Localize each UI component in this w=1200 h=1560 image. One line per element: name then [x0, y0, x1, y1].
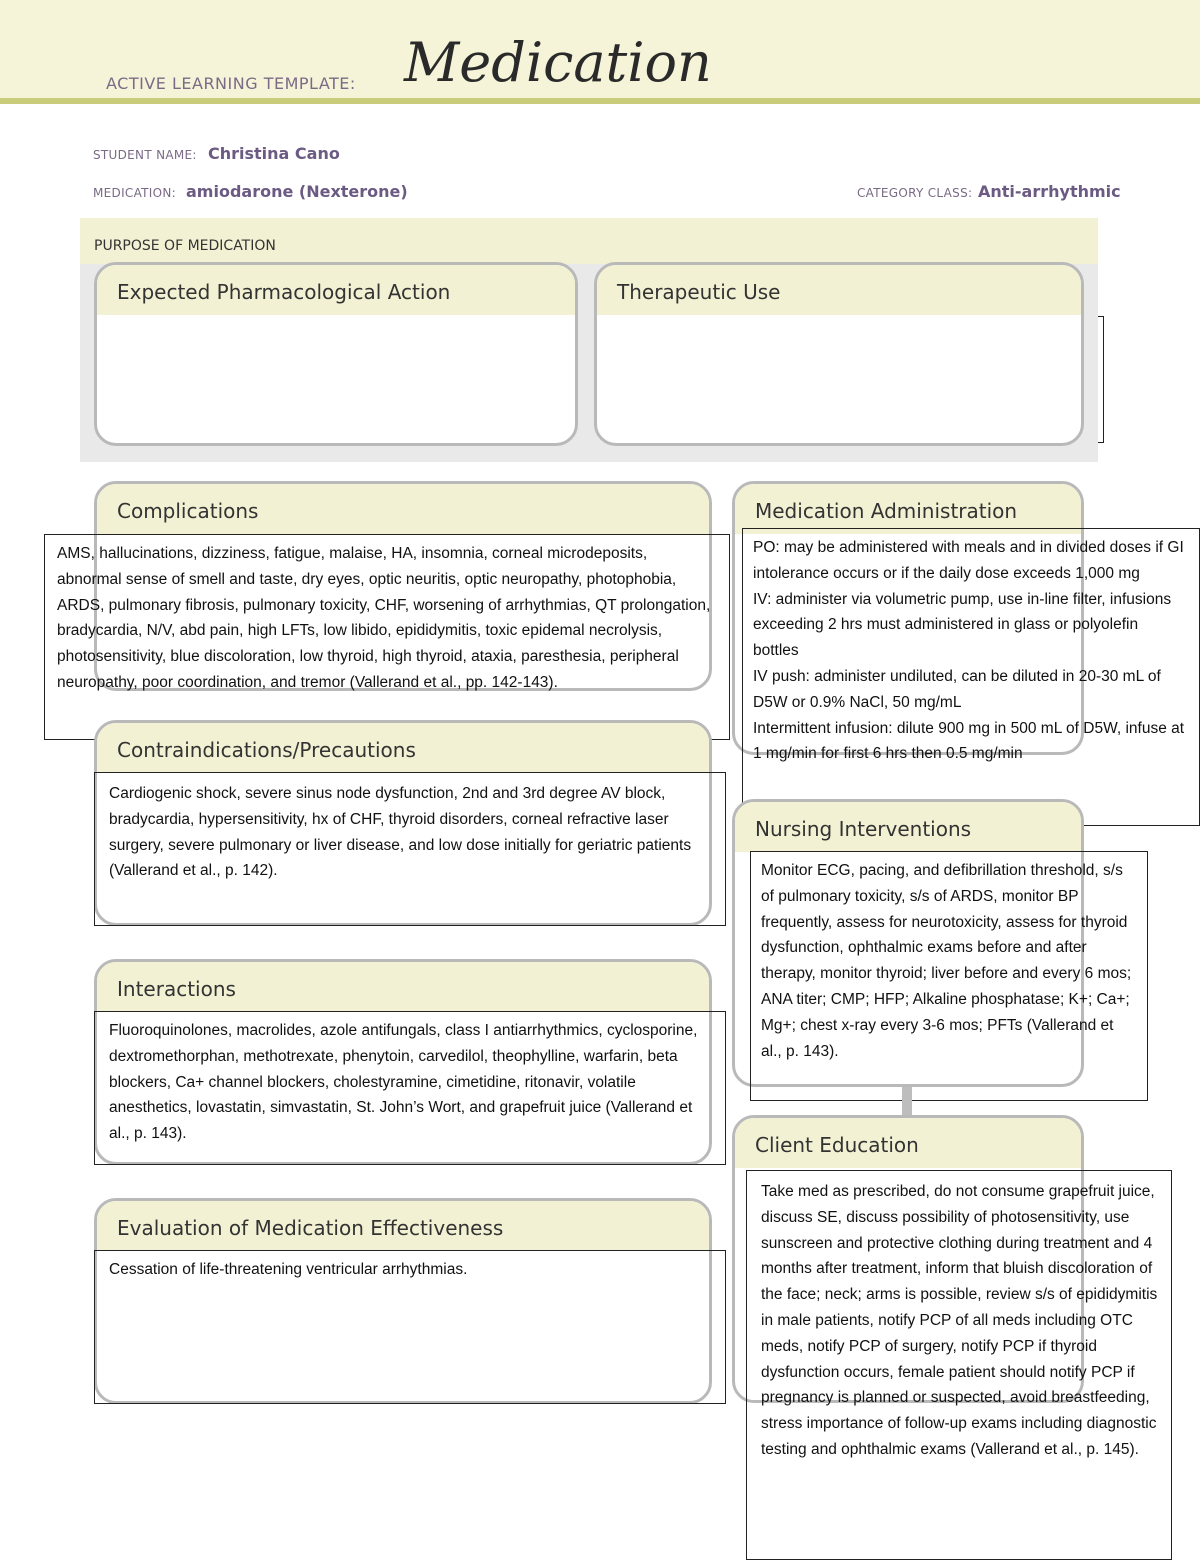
student-name: Christina Cano [208, 144, 340, 163]
category-label: CATEGORY CLASS: [857, 186, 973, 200]
contraindications-textbox[interactable] [94, 772, 726, 926]
nursing-textbox[interactable] [750, 851, 1148, 1101]
administration-line-po: PO: may be administered with meals and in divided doses if GI intolerance occurs or if the daily dose exceeds 1,000 mg [753, 539, 1184, 582]
category-class: Anti-arrhythmic [978, 182, 1121, 201]
evaluation-title: Evaluation of Medication Effectiveness [97, 1201, 709, 1251]
interactions-text: Fluoroquinolones, macrolides, azole antifungals, class I antiarrhythmics, cyclosporine, dextromethorphan, methotrexate, phenytoin, carvedilol, theophylline, warfarin, beta blockers, Ca+ channel blockers, cholestyramine, cimetidine, ritonavir, volatile anesthetics, lovastatin, simvastatin, St. John’s Wort, and grapefruit juice (Vallerand et al., p. 143). [109, 1022, 698, 1143]
evaluation-text: Cessation of life-threatening ventricular arrhythmias. [109, 1261, 468, 1278]
expected-action-card [94, 262, 578, 446]
student-name-label: STUDENT NAME: [93, 148, 197, 162]
medication-label: MEDICATION: [93, 186, 177, 200]
complications-text: AMS, hallucinations, dizziness, fatigue, malaise, HA, insomnia, corneal microdeposits, abnormal sense of smell and taste, dry eyes, optic neuritis, optic neuropathy, photophobia, ARDS, pulmonary fibrosis, pulmonary toxicity, CHF, worsening of arrhythmias, QT prolongation, bradycardia, N/V, abd pain, high LFTs, low libido, epididymitis, toxic epidemal necrolysis, photosensitivity, blue discoloration, low thyroid, high thyroid, ataxia, paresthesia, peripheral neuropathy, poor coordination, and tremor (Vallerand et al., pp. 142-143). [57, 545, 711, 691]
complications-textbox[interactable] [44, 534, 730, 740]
administration-textbox[interactable] [742, 528, 1200, 826]
header-rule [0, 98, 1200, 104]
interactions-textbox[interactable] [94, 1011, 726, 1165]
administration-line-iv-push: IV push: administer undiluted, can be diluted in 20-30 mL of D5W or 0.9% NaCl, 50 mg/mL [753, 667, 1161, 711]
contraindications-title: Contraindications/Precautions [97, 723, 709, 773]
purpose-label: PURPOSE OF MEDICATION [94, 238, 276, 254]
template-label: ACTIVE LEARNING TEMPLATE: [106, 74, 356, 93]
therapeutic-use-bracket [1098, 316, 1104, 443]
education-text: Take med as prescribed, do not consume grapefruit juice, discuss SE, discuss possibility of photosensitivity, use sunscreen and protective clothing during treatment and 4 months after treatment, inform that bluish discoloration of the face; neck; arms is possible, review s/s of epididymitis in male patients, notify PCP of all meds including OTC meds, notify PCP of surgery, notify PCP if thyroid dysfunction occurs, female patient should notify PCP if pregnancy is planned or suspected, avoid breastfeeding, stress importance of follow-up exams including diagnostic testing and ophthalmic exams (Vallerand et al., p. 145). [761, 1183, 1158, 1458]
education-title: Client Education [735, 1118, 1081, 1168]
therapeutic-use-title: Therapeutic Use [597, 265, 1081, 315]
education-textbox[interactable] [746, 1170, 1172, 1560]
interactions-title: Interactions [97, 962, 709, 1012]
administration-line-iv: IV: administer via volumetric pump, use in-line filter, infusions exceeding 2 hrs must administered in glass or polyolefin bottles [753, 590, 1172, 660]
expected-action-title: Expected Pharmacological Action [97, 265, 575, 315]
medication-name: amiodarone (Nexterone) [186, 182, 408, 201]
nursing-title: Nursing Interventions [735, 802, 1081, 852]
therapeutic-use-text[interactable] [597, 315, 1081, 335]
nursing-text: Monitor ECG, pacing, and defibrillation threshold, s/s of pulmonary toxicity, s/s of ARDS, monitor BP frequently, assess for neurotoxicity, assess for thyroid dysfunction, ophthalmic exams before and after therapy, monitor thyroid; liver before and every 6 mos; ANA titer; CMP; HFP; Alkaline phosphatase; K+; Ca+; Mg+; chest x-ray every 3-6 mos; PFTs (Vallerand et al., p. 143). [761, 862, 1132, 1060]
administration-title: Medication Administration [735, 484, 1081, 534]
administration-line-infusion: Intermittent infusion: dilute 900 mg in 500 mL of D5W, infuse at 1 mg/min for first 6 hrs then 0.5 mg/min [753, 719, 1185, 763]
contraindications-text: Cardiogenic shock, severe sinus node dysfunction, 2nd and 3rd degree AV block, bradycardia, hypersensitivity, hx of CHF, thyroid disorders, corneal refractive laser surgery, severe pulmonary or liver disease, and low dose initially for geriatric patients (Vallerand et al., p. 142). [109, 785, 692, 880]
evaluation-textbox[interactable] [94, 1250, 726, 1404]
page-title: Medication [404, 31, 712, 94]
complications-title: Complications [97, 484, 709, 534]
expected-action-text[interactable] [97, 315, 575, 335]
therapeutic-use-card [594, 262, 1084, 446]
section-connector [902, 1087, 912, 1115]
